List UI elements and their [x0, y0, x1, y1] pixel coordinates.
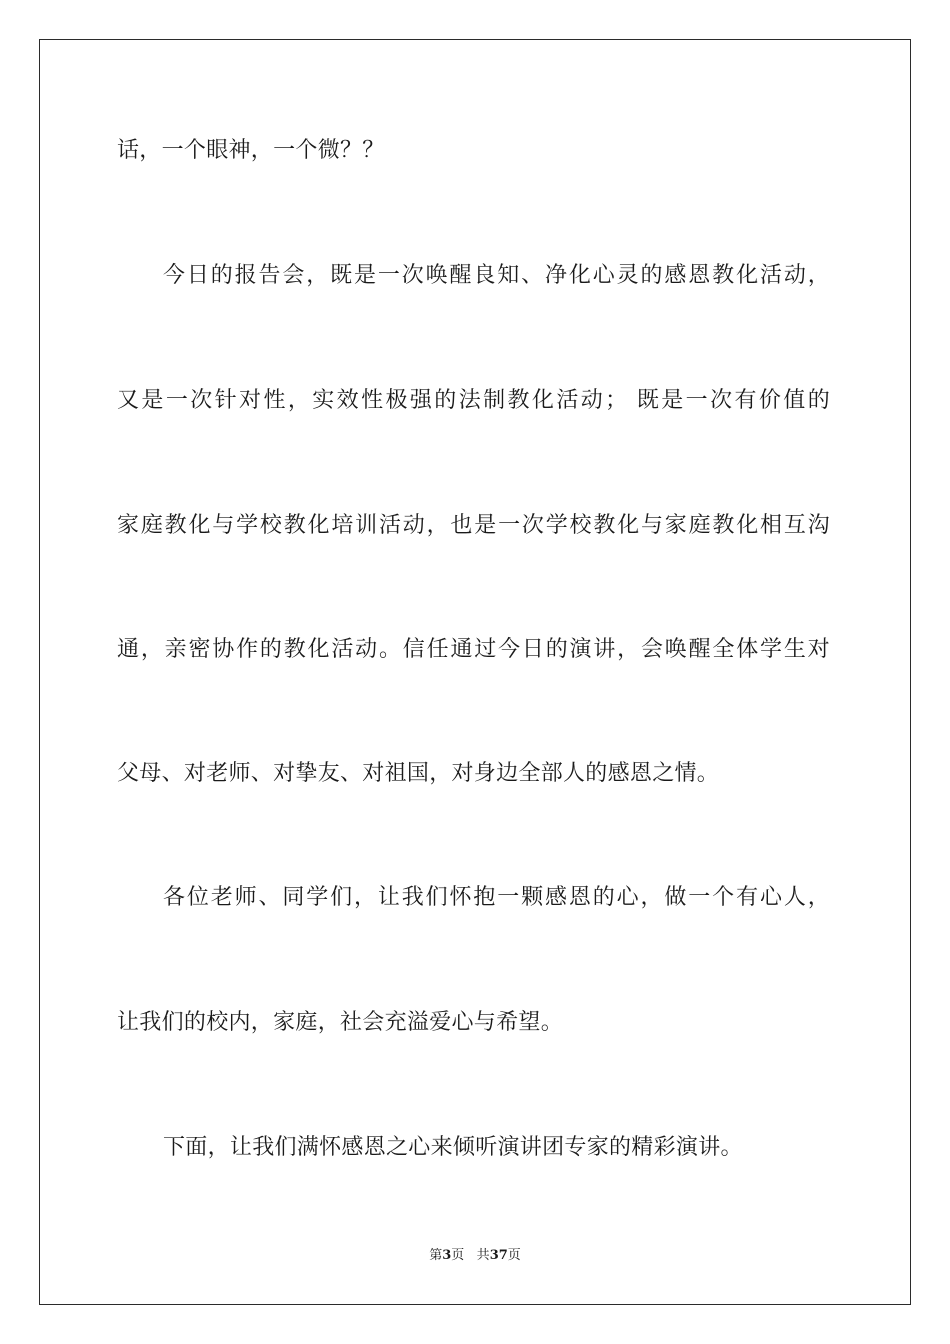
text-line-3: 又是一次针对性，实效性极强的法制教化活动； 既是一次有价值的: [117, 388, 830, 413]
text-line-2: 今日的报告会，既是一次唤醒良知、净化心灵的感恩教化活动，: [163, 263, 830, 288]
text-line-1: 话，一个眼神，一个微？？: [117, 138, 385, 163]
total-suffix: 页: [507, 1248, 521, 1263]
page-suffix: 页: [451, 1248, 465, 1263]
total-prefix: 共: [476, 1248, 490, 1263]
text-line-7: 各位老师、同学们，让我们怀抱一颗感恩的心，做一个有心人，: [163, 885, 830, 910]
text-line-9: 下面，让我们满怀感恩之心来倾听演讲团专家的精彩演讲。: [163, 1135, 743, 1160]
text-line-8: 让我们的校内，家庭，社会充溢爱心与希望。: [117, 1010, 564, 1035]
total-pages: 37: [489, 1248, 508, 1263]
text-line-5: 通，亲密协作的教化活动。信任通过今日的演讲，会唤醒全体学生对: [117, 637, 830, 662]
page-footer: [0, 1248, 950, 1264]
text-line-4: 家庭教化与学校教化培训活动，也是一次学校教化与家庭教化相互沟: [117, 513, 830, 538]
text-line-6: 父母、对老师、对挚友、对祖国，对身边全部人的感恩之情。: [117, 761, 720, 786]
page-number: 3: [442, 1248, 452, 1263]
page-prefix: 第: [429, 1248, 443, 1263]
page-border: [39, 39, 911, 1305]
